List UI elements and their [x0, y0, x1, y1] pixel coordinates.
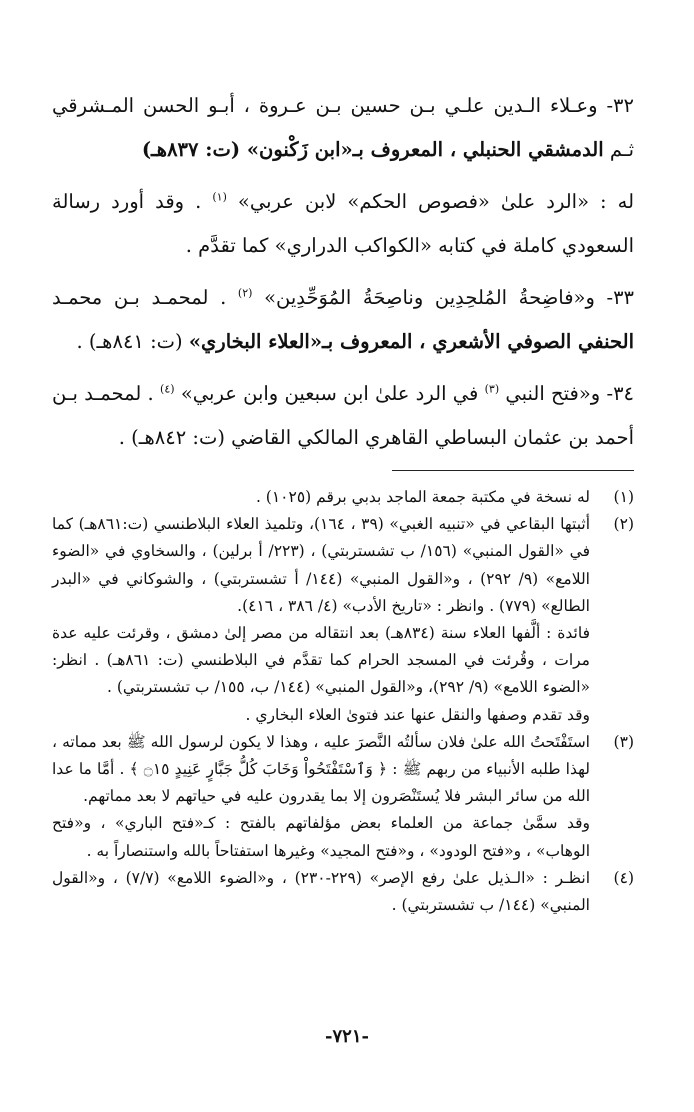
footnote-text: أثبتها البقاعي في «تنبيه الغبي» (٣٩ ، ١٦٤)، وتلميذ العلاء البلاطنسي (ت:٨٦١هـ) كما في «القول المنبي» (١٥٦/ ب تشستربتي) ، (٢٢٣/ أ برلين) ، والسخاوي في «الضوء اللامع» (٩/ ٢٩٢) ، و«القول المنبي» (١٤٤/ أ تشستربتي) ، والشوكاني في «البدر الطالع» (٧٧٩) . وانظر : «تاريخ الأدب» (٤/ ٣٨٦ ، ٤١٦). — [52, 515, 590, 615]
footnote-text: انظـر : «الـذيل علىٰ رفع الإصر» (٢٢٩-٢٣٠) ، و«الضوء اللامع» (٧/٧) ، و«القول المنبي» (١٤٤/ ب تشستربتي) . — [52, 868, 590, 915]
entry-33-author-prefix: . لمحمـد بـن محمـد — [52, 286, 227, 309]
footnote-2 — [52, 511, 634, 729]
footnote-3 — [52, 729, 634, 865]
footnote-number: (٤) — [613, 868, 634, 887]
entry-33-author: الحنفي الصوفي الأشعري ، المعروف بـ«العلاء البخاري» — [188, 330, 634, 353]
entry-34-author: . لمحمـد بـن أحمد بن عثمان البساطي القاهري المالكي القاضي (ت: ٨٤٢هـ) . — [52, 382, 634, 449]
footnote-1 — [52, 484, 634, 511]
footnote-4 — [52, 865, 634, 919]
footnote-number: (٢) — [613, 515, 634, 534]
footnote-text: وقد سمَّىٰ جماعة من العلماء بعض مؤلفاتهم بالفتح : كـ«فتح الباري» ، و«فتح الوهاب» ، و«فتح الودود» ، و«فتح المجيد» وغيرها استفتاحاً بالله واستنصاراً به . — [52, 814, 590, 860]
entry-34 — [52, 372, 634, 460]
footnotes — [52, 484, 634, 919]
footnote-separator — [392, 470, 634, 471]
page-number: -٧٢١- — [325, 1026, 369, 1047]
footnote-text: فائدة : ألَّفها العلاء سنة (٨٣٤هـ) بعد انتقاله من مصر إلىٰ دمشق ، وقرئت عليه عدة مرات ، وقُرئت في المسجد الحرام كما تقدَّم في البلاطنسي (ت: ٨٦١هـ) . انظر: «الضوء اللامع» (٩/ ٢٩٢)، و«القول المنبي» (١٤٤/ ب، ١٥٥/ ب تشستربتي) . — [52, 624, 590, 697]
footnote-ref-4: (٤) — [160, 382, 175, 396]
entry-34-title-a: ٣٤- و«فتح النبي — [505, 382, 635, 405]
footnote-number: (١) — [613, 488, 634, 506]
entry-32-work — [52, 180, 634, 268]
entry-33 — [52, 276, 634, 364]
entry-32-work-title: له : «الرد علىٰ «فصوص الحكم» لابن عربي» — [237, 190, 635, 213]
footnote-text: وقد تقدم وصفها والنقل عنها عند فتوىٰ العلاء البخاري . — [245, 705, 590, 724]
footnote-ref-3: (٣) — [484, 382, 500, 396]
footnote-number: (٣) — [613, 732, 634, 751]
footnote-text: له نسخة في مكتبة جمعة الماجد بدبي برقم (١٠٢٥) . — [255, 488, 590, 506]
entry-34-title-b: في الرد علىٰ ابن سبعين وابن عربي» — [180, 382, 479, 405]
entry-32-name: الدمشقي الحنبلي ، المعروف بـ«ابن زَكْنون» (ت: ٨٣٧هـ) — [141, 138, 604, 161]
footnote-ref-2: (٢) — [237, 286, 253, 300]
entry-32 — [52, 84, 634, 172]
entry-32-work-note: . وقد أورد رسالة السعودي كاملة في كتابه «الكواكب الدراري» كما تقدَّم . — [52, 190, 634, 257]
footnote-text: استَفْتَحتُ الله علىٰ فلان سألتُه النَّصرَ عليه ، وهذا لا يكون لرسول الله ﷺ بعد مماته ، لهذا طلبه الأنبياء من ربهم ﷺ : ﴿ وَٱسْتَفْتَحُواْ وَخَابَ كُلُّ جَبَّارٍ عَنِيدٍ ۝١٥ ﴾ . أمَّا ما عدا الله من سائر البشر فلا يُستَنْصَرون إلا بما يقدرون عليه في حياتهم لا بعد مماتهم. — [52, 732, 590, 806]
entry-33-title: ٣٣- و«فاضِحةُ المُلحِدِين وناصِحَةُ المُوَحِّدِين» — [264, 286, 635, 309]
footnote-ref-1: (١) — [212, 190, 227, 204]
entry-33-date: (ت: ٨٤١هـ) . — [76, 330, 183, 353]
main-text — [52, 84, 634, 460]
entry-32-heading: ٣٢- وعـلاء الـدين علـي بـن حسين بـن عـروة ، أبـو الحسن المـشرقي ثـم — [52, 94, 634, 161]
